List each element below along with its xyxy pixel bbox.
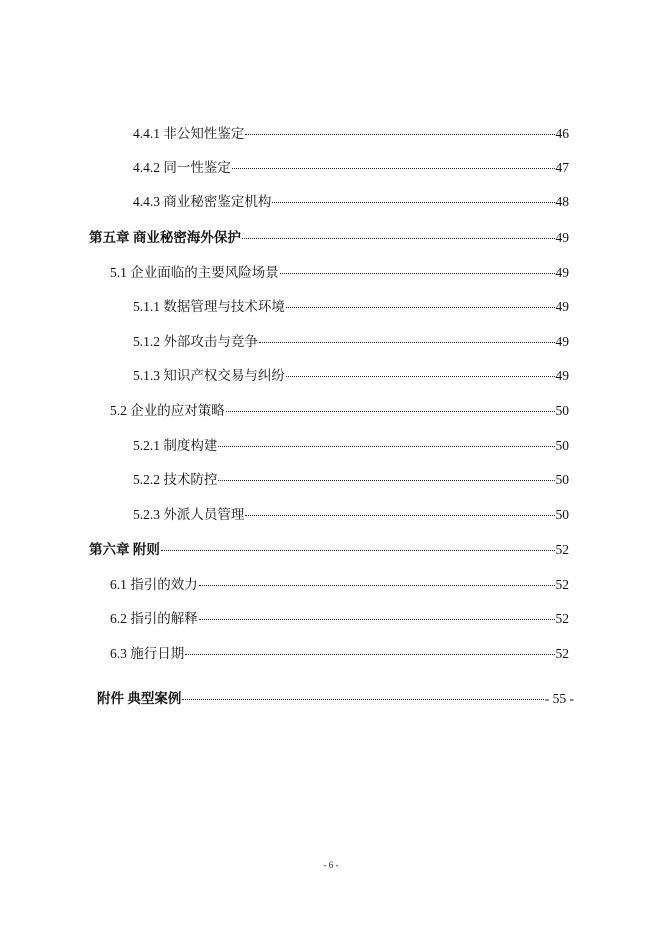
toc-entry-title: 5.2.3 外派人员管理 [133,507,245,522]
toc-entry-page: 49 [555,299,569,314]
toc-entry-title: 5.2.1 制度构建 [133,438,218,453]
toc-entry-page: 50 [555,403,569,418]
toc-entry-page: 50 [555,507,569,522]
toc-entry-page: 46 [555,126,569,141]
toc-dot-leader [199,585,555,586]
toc-entry-page: 52 [555,577,569,592]
toc-entry-page: 52 [555,542,569,557]
toc-entry-5-1-1[interactable] [133,297,569,317]
toc-entry-title: 6.3 施行日期 [110,646,185,661]
toc-dot-leader [259,342,555,343]
toc-entry-5-2-1[interactable] [133,436,569,456]
toc-dot-leader [232,168,555,169]
toc-entry-appendix[interactable] [97,689,574,709]
toc-entry-page: 49 [555,368,569,383]
toc-dot-leader [218,446,554,447]
toc-entry-chapter-5[interactable] [89,228,569,248]
toc-dot-leader [280,273,555,274]
toc-entry-title: 5.1.3 知识产权交易与纠纷 [133,368,285,383]
toc-entry-4-4-3[interactable] [133,192,569,212]
toc-entry-4-4-1[interactable] [133,124,569,144]
toc-entry-5-1-2[interactable] [133,332,569,352]
toc-dot-leader [226,411,555,412]
toc-entry-title: 6.1 指引的效力 [110,577,198,592]
toc-entry-6-1[interactable] [110,575,569,595]
toc-dot-leader [199,619,555,620]
footer-page-number: - 6 - [323,860,339,870]
toc-entry-title: 5.1.2 外部攻击与竞争 [133,334,258,349]
toc-dot-leader [272,202,554,203]
toc-entry-title: 附件 典型案例 [97,691,182,706]
toc-entry-5-2-3[interactable] [133,505,569,525]
toc-entry-title: 4.4.2 同一性鉴定 [133,160,231,175]
toc-entry-page: 49 [555,334,569,349]
toc-dot-leader [185,654,554,655]
toc-dot-leader [245,134,554,135]
toc-entry-5-1[interactable] [110,263,569,283]
toc-dot-leader [242,238,555,239]
toc-entry-title: 4.4.3 商业秘密鉴定机构 [133,194,272,209]
toc-dot-leader [182,699,543,700]
toc-entry-title: 5.1 企业面临的主要风险场景 [110,265,279,280]
toc-entry-title: 6.2 指引的解释 [110,611,198,626]
toc-entry-page: 49 [555,230,569,245]
toc-entry-title: 第五章 商业秘密海外保护 [89,230,241,245]
toc-dot-leader [218,480,554,481]
toc-entry-title: 4.4.1 非公知性鉴定 [133,126,245,141]
toc-entry-page: 48 [555,194,569,209]
toc-entry-page: 52 [555,611,569,626]
toc-entry-page: - 55 - [544,691,574,706]
toc-dot-leader [245,515,554,516]
toc-entry-page: 49 [555,265,569,280]
toc-entry-5-2-2[interactable] [133,470,569,490]
toc-dot-leader [286,307,555,308]
toc-dot-leader [161,550,555,551]
toc-entry-6-3[interactable] [110,644,569,664]
toc-dot-leader [286,376,555,377]
toc-entry-page: 50 [555,472,569,487]
toc-entry-page: 50 [555,438,569,453]
toc-entry-title: 5.2 企业的应对策略 [110,403,225,418]
toc-entry-5-1-3[interactable] [133,366,569,386]
toc-entry-6-2[interactable] [110,609,569,629]
toc-entry-title: 5.1.1 数据管理与技术环境 [133,299,285,314]
toc-entry-title: 第六章 附则 [89,542,160,557]
toc-entry-title: 5.2.2 技术防控 [133,472,218,487]
toc-entry-5-2[interactable] [110,401,569,421]
toc-entry-page: 47 [555,160,569,175]
toc-entry-4-4-2[interactable] [133,158,569,178]
toc-entry-chapter-6[interactable] [89,540,569,560]
toc-entry-page: 52 [555,646,569,661]
